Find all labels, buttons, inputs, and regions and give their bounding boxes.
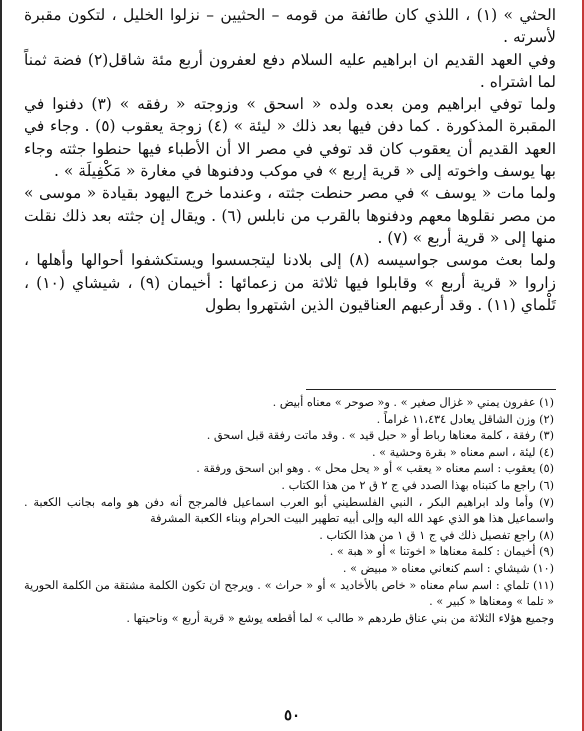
footnote: (١) عفرون يمني « غزال صغير » . و« صوحر » معناه أبيض . [272, 396, 554, 409]
footnote: (٩) أخيمان : كلمة معناها « اخوتنا » أو « هبة » . [329, 545, 554, 559]
body-paragraph: وفي العهد القديم ان ابراهيم عليه السلام دفع لعفرون أربع مئة شاقل(٢) فضة ثمناً لما اشتراه . [24, 50, 556, 91]
body-paragraph: ولما بعث موسى جواسيسه (٨) إلى بلادنا ليتجسسوا ويستكشفوا أحوالها وأهلها ، زاروا « قرية أربع » وقابلوا فيها ثلاثة من زعمائها : أخيمان (٩) ، شيشاي (١٠) ، تَلْماي (١١) . وقد أرعبهم العناقيون الذين اشتهروا بطول [24, 251, 557, 314]
footnote: وجميع هؤلاء الثلاثة من بني عناق طردهم « طالب » لما أقطعه يوشع « قرية أربع » وناحيتها . [126, 611, 554, 625]
footnote: (٤) ليئة ، اسم معناه « بقرة وحشية » . [372, 445, 554, 459]
body-paragraph: ولما توفي ابراهيم ومن بعده ولده « اسحق » وزوجته « رفقه » (٣) دفنوا في المقبرة المذكورة . كما دفن فيها بعد ذلك « ليئة » (٤) زوجة يعقوب (٥) . وجاء في العهد القديم أن يعقوب كان قد توفي في مصر الا أن الأطباء فيها حنطوا جثته وجاء بها يوسف واخوته إلى « قرية إربع » في موكب ودفنوها في مغارة « مَكْفِيلَة » . [24, 95, 556, 181]
body-paragraph: ولما مات « يوسف » في مصر حنطت جثته ، وعندما خرج اليهود بقيادة « موسى » من مصر نقلوها معهم ودفنوها بالقرب من نابلس (٦) . ويقال إن جثته بعد ذلك نقلت منها إلى « قرية أربع » (٧) . [24, 184, 556, 247]
footnotes [24, 395, 554, 627]
body-text [24, 4, 556, 316]
footnote: (١٠) شيشاي : اسم كنعاني معناه « مبيض » . [342, 561, 554, 575]
footnote: (٥) يعقوب : اسم معناه « يعقب » أو « يحل محل » . وهو ابن اسحق ورفقة . [196, 462, 554, 476]
footnote: (٢) وزن الشاقل يعادل ١١،٤٣٤ غراماً . [376, 412, 554, 426]
page-number: ٥٠ [283, 706, 301, 724]
footnote-separator [306, 389, 556, 390]
footnote: (١١) تلماي : اسم سام معناه « خاص بالأخاديد » أو « حراث » . ويرجح ان تكون الكلمة مشتقة من الكلمة الحورية « تلما » ومعناها « كبير » . [24, 578, 554, 609]
footnote: (٧) وأما ولد ابراهيم البكر ، النبي الفلسطيني أبو العرب اسماعيل فالمرجح أنه دفن هو وامه بجانب الكعبة . واسماعيل هذا هو الذي عهد الله اليه وإلى أبيه تطهير البيت الحرام وبناء الكعبة المشرفة [24, 495, 554, 526]
body-paragraph: الحثي » (١) ، اللذي كان طائفة من قومه – الحثيين – نزلوا الخليل ، لتكون مقبرة لأسرته . [24, 6, 556, 47]
footnote: (٣) رفقة ، كلمة معناها رباط أو « حبل قيد » . وقد ماتت رفقة قبل اسحق . [206, 429, 554, 443]
footnote: (٨) راجع تفصيل ذلك في ج ١ ق ١ من هذا الكتاب . [319, 528, 554, 542]
footnote: (٦) راجع ما كتبناه بهذا الصدد في ج ٢ ق ٢ من هذا الكتاب . [281, 478, 554, 492]
